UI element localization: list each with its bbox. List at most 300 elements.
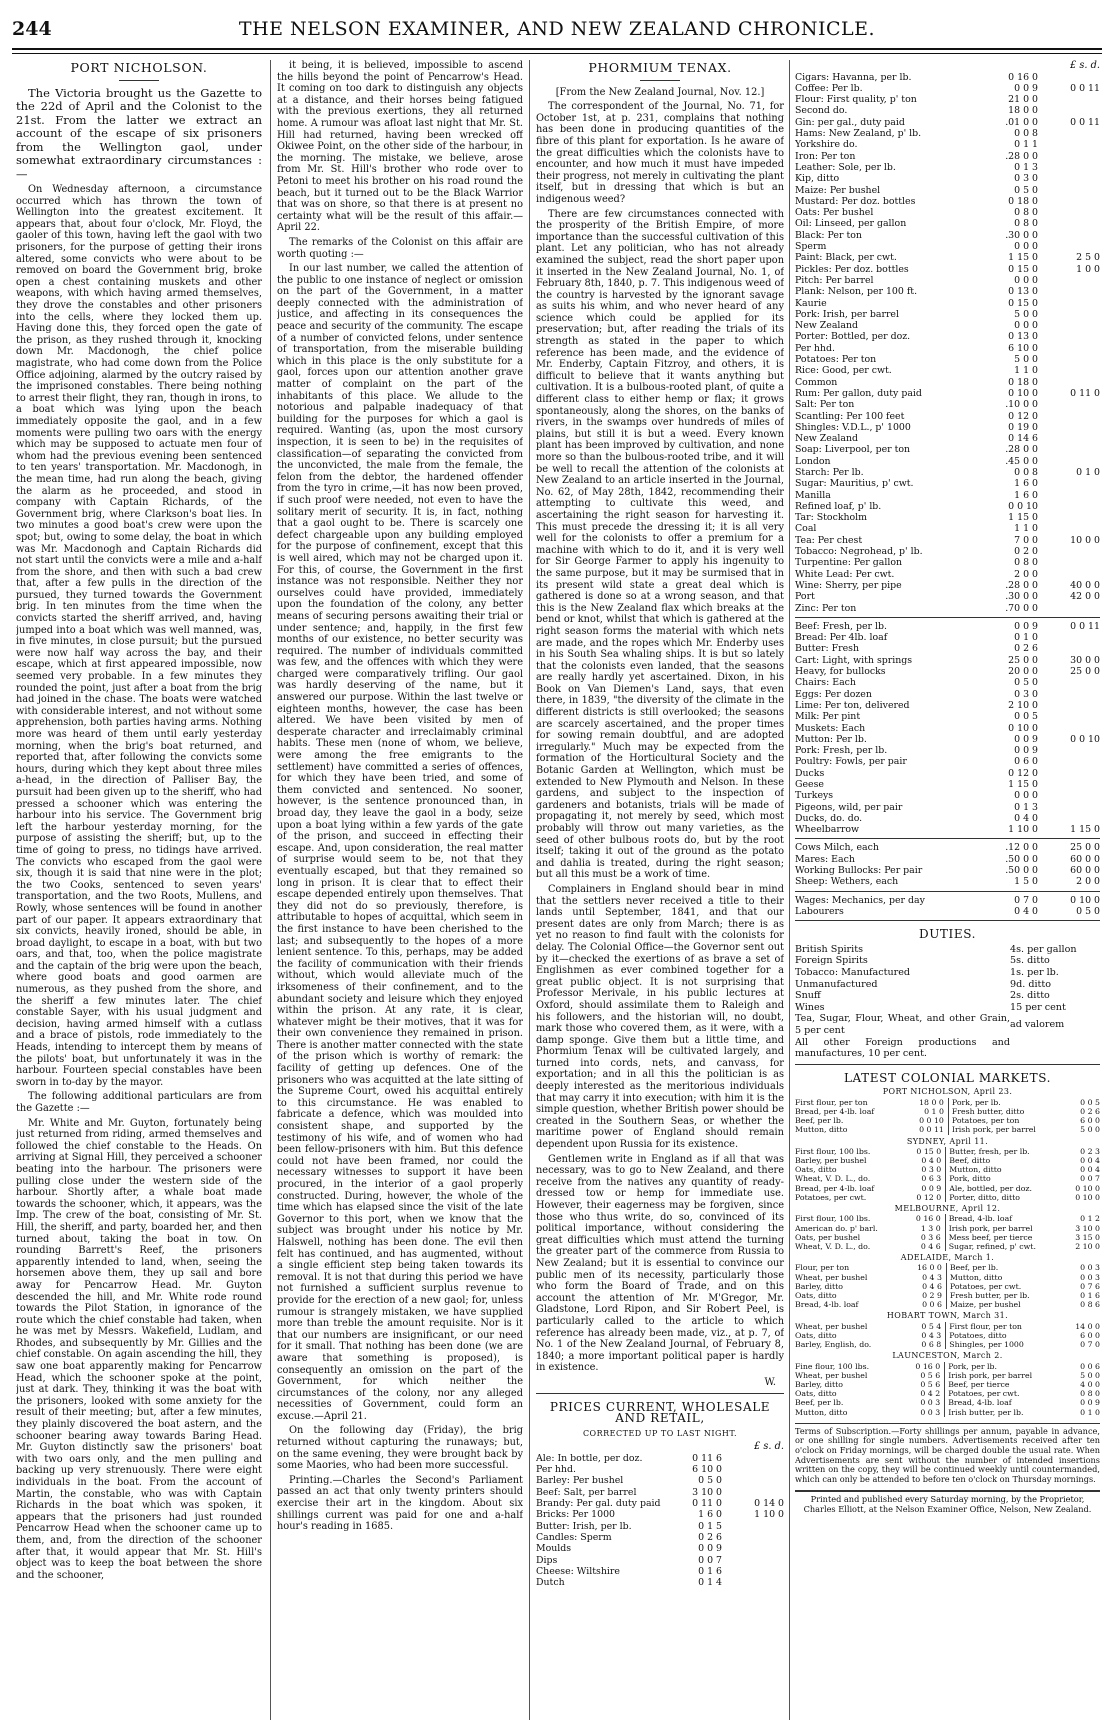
article-paragraph: In our last number, we called the attention of the public to one instance of neglect or omission on the part of the Government, in a matter deeply connected with the administration of justice, and affecting in its consequences the peace and security of the community. The escape of a number of convicted felons, under sentence of transportation, from the miserable building which in this place is the only substitute for a gaol, forces upon our attention another grave matter of complaint on the part of the inhabitants of this place. We allude to the notorious and palpable inadequacy of that building for the purposes for which a gaol is required. Wanting (as, upon the most cursory inspection, it is seen to be) in the requisites of classification—of separating the convicted from the unconvicted, the male from the female, the felon from the debtor, the hardened offender from the tyro in crime,—it has now been proved, if such proof were needed, not even to have the solitary merit of security. It is, in fact, nothing that a gaol ought to be. There is scarcely one defect chargeable upon any building employed for the purpose of confinement, except that this is well aired, which may not be charged upon it. For this, of course, the Government in the first instance was not responsible. Neither they nor ourselves could have provided, immediately upon the foundation of the colony, any better means of securing persons awaiting their trial or under sentence; and, happily, in the first few months of our existence, no better security was required. The number of individuals committed was few, and the offences with which they were charged were comparatively trifling. Our gaol was hardly deserving of the name, but it answered our purpose. Within the last twelve or eighteen months, however, the case has been altered. We have been visited by men of desperate character and irreclaimably criminal habits. These men (none of whom, we believe, were among the free emigrants to the settlement) have committed a series of offences, for which they have been tried, and some of them convicted and sentenced. No sooner, however, is the sentence pronounced than, in broad day, they leave the gaol in a body, seize upon a boat lying within a few yards of the gate of the prison, and succeed in effecting their escape. And, upon consideration, the real matter of surprise would seem to be, not that they eventually escaped, but that they remained so long in prison. It is clear that to effect their escape depended entirely upon themselves. That they did not do so previously, therefore, is attributable to hopes of acquittal, which seem in the first instance to have been cherished to the last; and subsequently to the hopes of a more lenient sentence. To this, perhaps, may be added the facility of communication with their friends without, which would alleviate much of the irksomeness of their confinement, and to the abundant society and leisure which they enjoyed within the prison. At any rate, it is clear, whatever might be their motives, that it was for their own convenience they remained in prison. There is another matter connected with the state of the prison which is worthy of remark: the facility of getting up defences. One of the prisoners who was acquitted at the late sitting of the Supreme Court, owed his acquittal entirely to this circumstance. He was enabled to fabricate a defence, which was moulded into consistent shape, and supported by the testimony of his wife, and of women who had been fellow-prisoners with him. But this defence could not have been framed, nor could the necessary witnesses to support it have been procured, in the interior of a gaol properly constructed. During, however, the whole of the time which has elapsed since the visit of the late Governor to this port, when we know that the subject was brought under his notice by Mr. Halswell, nothing has been done. The evil then felt has continued, and has augmented, without a single efficient step being taken towards its removal. It is not that during this period we have not furnished a sufficient surplus revenue to provide for the erection of a new gaol; for, unless rumour is strangely mistaken, we have supplied more than treble the amount requisite. Nor is it that our numbers are insignificant, or our need for it small. That nothing has been done (we are aware that something is proposed), is consequently an omission on the part of the Government, for which neither the circumstances of the colony, nor any alleged necessities of Government, could form an excuse.—April 21. xyxy=(277,263,523,1422)
prices-table xyxy=(536,1453,784,1589)
table-rule xyxy=(795,920,1100,921)
price-item: Cheese: Wiltshire xyxy=(536,1565,620,1577)
price-row xyxy=(795,241,1100,252)
price-item: Tea: Per chest xyxy=(795,534,863,546)
duty-item: Tobacco: Manufactured xyxy=(795,967,911,979)
duty-row xyxy=(795,990,1100,1002)
price-low: .01 0 0 xyxy=(1005,116,1038,128)
market-item: Porter, ditto, ditto xyxy=(949,1192,1020,1202)
price-item: Manilla xyxy=(795,489,831,501)
price-item: Mares: Each xyxy=(795,853,855,865)
price-item: Bread: Per 4lb. loaf xyxy=(795,632,888,644)
price-row xyxy=(536,1453,784,1464)
duty-row xyxy=(795,979,1100,991)
market-item: Barley, per bushel xyxy=(795,1156,867,1165)
price-item: White Lead: Per cwt. xyxy=(795,568,895,580)
market-row xyxy=(795,1174,1100,1183)
price-item: Oats: Per bushel xyxy=(795,207,874,219)
price-row xyxy=(536,1487,784,1498)
market-price: 0 0 3 xyxy=(1080,1272,1100,1282)
price-low: .12 0 0 xyxy=(1005,842,1038,854)
market-row xyxy=(795,1380,1100,1389)
price-low: 0 5 0 xyxy=(698,1475,722,1487)
subscription-terms: Terms of Subscription.—Forty shillings per annum, payable in advance, or one shilling for single numbers. Advertisements received after ten o'clock on Friday mornings, will be charged double the usual rate. When Advertisements are sent without the number of intended insertions written on the copy, they will be continued weekly until countermanded, which can only be attended to before ten o'clock on Thursday mornings. xyxy=(795,1423,1100,1485)
price-low: .28 0 0 xyxy=(1005,444,1038,456)
duty-item: All other Foreign productions and manufactures, 10 per cent. xyxy=(795,1036,1010,1060)
market-row xyxy=(795,1193,1100,1202)
price-high xyxy=(1038,689,1100,700)
price-row xyxy=(795,854,1100,865)
market-row xyxy=(795,1233,1100,1242)
price-item: New Zealand xyxy=(795,433,859,445)
duty-rate: 9d. ditto xyxy=(1010,978,1052,990)
price-high: 0 1 0 xyxy=(1076,466,1100,478)
table-rule xyxy=(795,838,1100,839)
price-item: Refined loaf, p' lb. xyxy=(795,500,882,512)
price-low: 25 0 0 xyxy=(1008,654,1038,666)
market-row xyxy=(795,1322,1100,1331)
price-low: 0 7 0 xyxy=(1014,894,1038,906)
price-item: Per hhd. xyxy=(536,1464,576,1476)
price-low: 1 10 0 xyxy=(1008,824,1038,836)
article-paragraph: Printing.—Charles the Second's Parliament passed an act that only twenty printers should exercise their art in the kingdom. About six shillings current was paid for one and a-half hour's reading in 1685. xyxy=(277,1474,523,1533)
price-low: 0 18 0 xyxy=(1008,195,1038,207)
market-price: 0 3 6 xyxy=(906,1233,945,1242)
price-item: Lime: Per ton, delivered xyxy=(795,699,910,711)
price-low: 0 1 1 xyxy=(1014,139,1038,151)
heading-rule xyxy=(119,80,159,81)
market-row xyxy=(795,1156,1100,1165)
price-item: Port xyxy=(795,591,815,603)
article-paragraph: The correspondent of the Journal, No. 71, for October 1st, at p. 231, complains that nothing has been done in producing quantities of the fibre of this plant for exportation. Is he aware of the great difficulties which the colonists have to encounter, and how much it must have impeded their progress, not merely in cultivating the plant itself, but in dressing that which is but an indigenous weed? xyxy=(536,101,784,205)
price-high xyxy=(1038,207,1100,218)
duties-heading: DUTIES. xyxy=(918,927,977,942)
price-low: 0 1 4 xyxy=(698,1577,722,1589)
price-low: 0 14 6 xyxy=(1008,433,1038,445)
market-item: Bread, per 4-lb. loaf xyxy=(795,1106,875,1116)
price-high xyxy=(1038,677,1100,688)
market-price: 6 0 0 xyxy=(1080,1116,1100,1126)
price-item: Plank: Nelson, per 100 ft. xyxy=(795,286,918,298)
market-price: 0 8 0 xyxy=(1080,1389,1100,1399)
price-row xyxy=(795,365,1100,376)
market-price: 0 3 0 xyxy=(905,1165,946,1174)
price-row xyxy=(795,298,1100,309)
price-high: 1 0 0 xyxy=(1076,263,1100,275)
price-high xyxy=(1038,745,1100,756)
article-heading-phormium: PHORMIUM TENAX. xyxy=(588,60,732,75)
price-high xyxy=(1038,173,1100,184)
price-item: Coffee: Per lb. xyxy=(795,82,863,94)
price-low: 0 15 0 xyxy=(1008,263,1038,275)
market-item: Potatoes, per cwt. xyxy=(949,1281,1022,1291)
market-row xyxy=(795,1263,1100,1272)
price-item: Turkeys xyxy=(795,790,834,802)
duty-item: Snuff xyxy=(795,990,821,1002)
price-high xyxy=(1038,298,1100,309)
article-paragraph: Gentlemen write in England as if all that was necessary, was to go to New Zealand, and there receive from the natives any quantity of ready-dressed tow or hemp for immediate use. However, their eagerness may be forgiven, since those who thus write, do so, convinced of its political importance, without considering the great difficulties which must attend the turning the greater part of the commerce from Russia to New Zealand; but it is essential to convince our public men of its necessity, particularly those who form the Board of Trade, and on this account the attention of Mr. M'Gregor, Mr. Gladstone, Lord Ripon, and Sir Robert Peel, is particularly called to the article to which reference has already been made, viz., at p. 7, of No. 1 of the New Zealand Journal, of February 8, 1840; a more important political paper is hardly in existence. xyxy=(536,1153,784,1374)
masthead xyxy=(12,18,1102,44)
price-low: 0 0 10 xyxy=(1008,500,1038,512)
price-high xyxy=(1038,94,1100,105)
price-high: 2 5 0 xyxy=(1076,252,1100,264)
price-low: 0 18 0 xyxy=(1008,376,1038,388)
markets-section xyxy=(795,1087,1100,1416)
price-row xyxy=(795,535,1100,546)
article-paragraph: The following additional particulars are from the Gazette :— xyxy=(16,1091,262,1114)
price-low: 0 0 0 xyxy=(1014,241,1038,253)
market-price: 0 7 6 xyxy=(1080,1281,1100,1291)
market-item: Beef, per lb. xyxy=(795,1398,844,1408)
price-high xyxy=(1038,377,1100,388)
market-item: Mutton, ditto xyxy=(795,1125,848,1135)
price-row xyxy=(536,1543,784,1554)
market-row xyxy=(795,1107,1100,1116)
price-high xyxy=(1038,218,1100,229)
price-item: Sheep: Wethers, each xyxy=(795,876,899,888)
market-item: Mutton, ditto xyxy=(795,1407,848,1417)
price-low: 1 15 0 xyxy=(1008,252,1038,264)
price-high: 0 14 0 xyxy=(754,1498,784,1510)
market-item: Oats, per bushel xyxy=(795,1232,861,1242)
price-high xyxy=(722,1532,784,1543)
price-row xyxy=(795,478,1100,489)
price-high: 2 0 0 xyxy=(1076,876,1100,888)
price-low: 0 12 0 xyxy=(1008,767,1038,779)
market-price: 6 0 0 xyxy=(1080,1330,1100,1340)
price-low: 0 11 6 xyxy=(692,1452,722,1464)
price-low: .70 0 0 xyxy=(1005,602,1038,614)
price-row xyxy=(795,655,1100,666)
price-row xyxy=(795,275,1100,286)
price-high: 60 0 0 xyxy=(1070,865,1100,877)
price-row xyxy=(795,700,1100,711)
price-high xyxy=(1038,523,1100,534)
market-item: First flour, per ton xyxy=(949,1321,1022,1331)
price-high xyxy=(1038,230,1100,241)
market-city: ADELAIDE, March 1. xyxy=(900,1253,995,1263)
price-item: Dips xyxy=(536,1554,558,1566)
price-row xyxy=(795,632,1100,643)
market-price: 0 1 2 xyxy=(1080,1214,1100,1224)
price-item: Tobacco: Negrohead, p' lb. xyxy=(795,546,923,558)
price-row xyxy=(795,580,1100,591)
market-city: HOBART TOWN, March 31. xyxy=(886,1311,1009,1321)
price-high xyxy=(1038,546,1100,557)
market-price: 0 4 3 xyxy=(903,1273,947,1282)
price-low: 0 0 9 xyxy=(698,1543,722,1555)
section-rule xyxy=(536,1393,784,1394)
price-high: 1 10 0 xyxy=(754,1509,784,1521)
market-item: Maize, per bushel xyxy=(949,1300,1021,1310)
price-high xyxy=(1038,756,1100,767)
price-high xyxy=(1038,365,1100,376)
price-item: Geese xyxy=(795,779,824,790)
price-low: 20 0 0 xyxy=(1008,666,1038,678)
price-high xyxy=(1038,399,1100,410)
price-item: Iron: Per ton xyxy=(795,150,856,162)
market-price: 0 5 6 xyxy=(902,1380,944,1389)
price-item: Butter: Irish, per lb. xyxy=(536,1520,632,1532)
price-item: Gin: per gal., duty paid xyxy=(795,116,905,128)
article-paragraph: The remarks of the Colonist on this affair are worth quoting :— xyxy=(277,236,523,260)
price-high xyxy=(1038,151,1100,162)
price-row xyxy=(795,824,1100,835)
price-row xyxy=(795,83,1100,94)
markets-heading: LATEST COLONIAL MARKETS. xyxy=(843,1070,1052,1085)
price-row xyxy=(795,456,1100,467)
price-row xyxy=(795,523,1100,534)
market-price: 5 0 0 xyxy=(1080,1370,1100,1380)
duty-item: Tea, Sugar, Flour, Wheat, and other Grain, 5 per cent xyxy=(795,1013,1010,1037)
price-low: 0 4 0 xyxy=(1014,812,1038,824)
duty-rate: 4s. per gallon xyxy=(1010,943,1077,955)
price-item: Pitch: Per barrel xyxy=(795,274,874,286)
price-row xyxy=(795,768,1100,779)
price-item: Sperm xyxy=(795,241,827,253)
market-price: 0 5 6 xyxy=(902,1371,944,1380)
article-paragraph: Mr. White and Mr. Guyton, fortunately being just returned from riding, armed themselves and followed the chief constable to the Heads. On arriving at Signal Hill, they perceived a schooner beating into the harbour. The prisoners were pulling close under the western side of the harbour. Shortly after, a whale boat made towards the schooner, which, it appears, was the Imp. The crew of the boat, consisting of Mr. St. Hill, the sheriff, and party, boarded her, and then turned about, taking the boat in tow. On rounding Barrett's Reef, the prisoners apparently intended to land, when, seeing the horsemen above them, they up sail and bore away for Pencarrow Head. Mr. Guyton descended the hill, and Mr. White rode round towards the Pilot Station, in ignorance of the route which the chief constable had taken, when he was met by Messrs. Wakefield, Ludlam, and Rhodes, and subsequently by Mr. Gillies and the chief constable. On again ascending the hill, they saw one boat apparently making for Pencarrow Head, which the schooner spoke at the point, just at dark. They, thinking it was the boat with the prisoners, looked with some anxiety for the result of their meeting; but, after a few minutes, they plainly discovered the boat astern, and the schooner bearing away towards Baring Head. Mr. Guyton distinctly saw the prisoners' boat with two oars only, and the men pulling and backing up very strenuously. There were eight individuals in the boat. From the account of Martin, the constable, who was with Captain Richards in the boat which was spoken, it appears that the prisoners had just rounded Pencarrow Head when the schooner came up to them, and, from the direction of the schooner after that, it would appear that Mr. St. Hill's object was to keep the boat between the shore and the schooner, xyxy=(16,1117,262,1581)
market-item: Pork, per lb. xyxy=(951,1097,1001,1107)
price-low: 0 10 0 xyxy=(1008,387,1038,399)
price-low: 5 0 0 xyxy=(1014,308,1038,320)
price-low: 0 19 0 xyxy=(1008,421,1038,433)
price-high: 0 5 0 xyxy=(1076,905,1100,917)
market-price: 0 0 4 xyxy=(1080,1165,1100,1175)
price-low: 0 0 8 xyxy=(1014,466,1038,478)
price-item: Eggs: Per dozen xyxy=(795,688,872,700)
market-price: 5 0 0 xyxy=(1080,1125,1100,1135)
price-low: 0 0 7 xyxy=(698,1554,722,1566)
market-price: 0 7 0 xyxy=(1080,1340,1100,1350)
price-low: 0 8 0 xyxy=(1014,557,1038,569)
duty-row xyxy=(795,955,1100,967)
market-price: 0 1 6 xyxy=(1080,1291,1100,1301)
price-item: Turpentine: Per gallon xyxy=(795,557,903,569)
market-row xyxy=(795,1224,1100,1233)
price-low: 21 0 0 xyxy=(1008,94,1038,106)
price-row xyxy=(536,1532,784,1543)
wages-table xyxy=(795,895,1100,918)
market-price: 0 16 0 xyxy=(906,1214,945,1223)
price-item: Coal xyxy=(795,523,817,535)
price-row xyxy=(536,1555,784,1566)
market-price: 0 1 0 xyxy=(907,1107,948,1116)
market-item: Oats, ditto xyxy=(795,1165,837,1175)
price-low: 2 0 0 xyxy=(1014,568,1038,580)
market-row xyxy=(795,1242,1100,1251)
market-price: 0 0 11 xyxy=(907,1125,948,1134)
price-low: .30 0 0 xyxy=(1005,229,1038,241)
price-row xyxy=(795,467,1100,478)
price-item: Beef: Salt, per barrel xyxy=(536,1486,637,1498)
price-item: Butter: Fresh xyxy=(795,643,860,655)
prices-table xyxy=(795,842,1100,887)
price-row xyxy=(795,876,1100,887)
market-price: 0 0 6 xyxy=(1080,1361,1100,1371)
price-high xyxy=(1038,196,1100,207)
price-high xyxy=(1038,723,1100,734)
price-high xyxy=(722,1464,784,1475)
market-row xyxy=(795,1389,1100,1398)
price-low: .10 0 0 xyxy=(1005,399,1038,411)
market-price: 0 10 0 xyxy=(1075,1192,1100,1202)
currency-header: £ s. d. xyxy=(1070,60,1100,71)
market-item: Bread, 4-lb. loaf xyxy=(948,1398,1012,1408)
market-item: Irish butter, per lb. xyxy=(948,1407,1024,1417)
price-low: 1 6 0 xyxy=(1014,478,1038,490)
price-row xyxy=(795,252,1100,263)
masthead-rule xyxy=(12,48,1102,50)
price-row xyxy=(795,643,1100,654)
price-low: 0 0 0 xyxy=(1014,320,1038,332)
price-high xyxy=(1038,241,1100,252)
price-high xyxy=(1038,444,1100,455)
price-row xyxy=(795,343,1100,354)
duty-rate: ad valorem xyxy=(1010,1019,1065,1031)
market-item: Barley, English, do. xyxy=(795,1340,872,1350)
market-price: 0 15 0 xyxy=(905,1147,946,1156)
market-price: 0 0 5 xyxy=(1080,1097,1100,1107)
market-price: 0 4 2 xyxy=(902,1389,944,1398)
market-price: 18 0 0 xyxy=(907,1098,948,1107)
price-high xyxy=(1038,331,1100,342)
market-item: Irish pork, per barrel xyxy=(948,1223,1033,1233)
price-item: Porter: Bottled, per doz. xyxy=(795,331,911,343)
price-high: 0 10 0 xyxy=(1070,894,1100,906)
price-row xyxy=(795,756,1100,767)
price-high: 42 0 0 xyxy=(1070,591,1100,603)
price-low: 0 6 0 xyxy=(1014,756,1038,768)
price-high: 25 0 0 xyxy=(1070,666,1100,678)
price-low: 0 8 0 xyxy=(1014,218,1038,230)
duty-row xyxy=(795,1037,1100,1060)
newspaper-title: THE NELSON EXAMINER, AND NEW ZEALAND CHRONICLE. xyxy=(238,18,876,40)
price-low: 0 0 9 xyxy=(1014,745,1038,757)
market-item: Beef, per lb. xyxy=(949,1263,999,1273)
market-item: Irish pork, per barrel xyxy=(948,1370,1033,1380)
price-item: Scantling: Per 100 feet xyxy=(795,410,905,422)
market-city: SYDNEY, April 11. xyxy=(906,1136,989,1146)
price-row xyxy=(795,779,1100,790)
heading-rule xyxy=(640,80,680,81)
price-high xyxy=(1038,501,1100,512)
price-item: Cows Milch, each xyxy=(795,842,879,854)
market-price: 0 4 0 xyxy=(905,1156,946,1165)
price-row xyxy=(795,813,1100,824)
article-paragraph: On Wednesday afternoon, a circumstance occurred which has thrown the town of Wellington into the greatest excitement. It appears that, about four o'clock, Mr. Floyd, the gaoler of this town, having left the gaol with two prisoners, for the purpose of getting their irons altered, some convicts who were about to be removed on board the Government brig, broke open a chest containing muskets and other weapons, with which having armed themselves, they drove the constables and other prisoners into the cells, where they locked them up. Having done this, they forced open the gate of the prison, as they rushed through it, knocking down Mr. Macdonogh, the chief police magistrate, who had come down from the Police Office adjoining, alarmed by the outcry raised by the imprisoned constables. There being nothing to arrest their flight, they ran, though in irons, to a boat which was lying upon the beach immediately opposite the gaol, and in a few moments were pulling two oars with the energy which may be supposed to actuate men four of whom had the previous evening been sentenced to ten years' transportation. Mr. Macdonogh, in the mean time, had run along the beach, giving the alarm as he proceeded, and stood in company with Captain Richards, of the Government brig, where Clarkson's boat lies. In two minutes a good boat's crew were upon the spot; but, owing to some delay, the boat in which was Mr. Macdonogh and Captain Richards did not start until the convicts were a mile and a-half from the shore, and then with such a bad crew that, after a few pulls in the direction of the pursued, they turned towards the Government brig. In ten minutes from the time when the convicts started the sheriff arrived, and, having jumped into a boat which was well manned, was, in five minutes, in close pursuit; but the pursued were now half way across the bay, and their escape, which at first appeared impossible, now seemed very probable. In a few minutes they rounded the point, just after a boat from the brig had joined in the chase. The boats were watched with considerable interest, and not without some apprehension, both parties having arms. Nothing more was heard of them until early yesterday morning, when the brig's boat returned, and reported that, after following the convicts some hours, during which they kept about three miles a-head, in the direction of Palliser Bay, the pursuit had been given up to the sheriff, who had pressed a schooner which was entering the harbour into his service. The Government brig left the harbour yesterday morning, for the purpose of assisting the sheriff; but, up to the time of going to press, no tidings have arrived. The convicts who escaped from the gaol were six, though it is said that nine were in the plot; the two Cooks, sentenced to seven years' transportation, and the two Roots, Mullens, and Rowly, whose sentences will be found in another part of our paper. It appears extraordinary that six convicts, heavily ironed, should be able, in broad daylight, to escape in a boat, with but two oars, and that, too, when the police magistrate and the captain of the brig were upon the beach, where good boats and good oarmen are numerous, as they pushed from the shore, and the sheriff a few minutes later. The chief constable Sayer, with his usual judgment and decision, having armed himself with a cutlass and a brace of pistols, rode immediately to the Heads, intending to intercept them by means of the pilots' boat, but unfortunately it was in the harbour. Fourteen special constables have been sworn in to-day by the mayor. xyxy=(16,184,262,1088)
price-high xyxy=(1038,320,1100,331)
market-item: Ale, bottled, per doz. xyxy=(949,1183,1033,1193)
price-high xyxy=(1038,286,1100,297)
column-1 xyxy=(16,60,262,1720)
price-item: Shingles: V.D.L., p' 1000 xyxy=(795,421,911,433)
column-4 xyxy=(795,60,1100,1720)
price-row xyxy=(536,1464,784,1475)
prices-heading: PRICES CURRENT, WHOLESALE AND RETAIL, xyxy=(549,1399,771,1426)
price-row xyxy=(795,320,1100,331)
price-low: 0 5 0 xyxy=(1014,184,1038,196)
price-row xyxy=(795,444,1100,455)
price-row xyxy=(795,309,1100,320)
price-item: Moulds xyxy=(536,1543,572,1555)
market-row xyxy=(795,1282,1100,1291)
price-item: Chairs: Each xyxy=(795,677,856,689)
price-row xyxy=(795,865,1100,876)
price-item: Dutch xyxy=(536,1577,565,1589)
prices-table xyxy=(795,72,1100,614)
market-price: 16 0 0 xyxy=(903,1263,947,1272)
price-low: .30 0 0 xyxy=(1005,591,1038,603)
duty-row xyxy=(795,967,1100,979)
price-row xyxy=(536,1475,784,1486)
price-high: 0 0 10 xyxy=(1070,733,1100,745)
price-low: 0 2 6 xyxy=(1014,643,1038,655)
price-low: 1 1 0 xyxy=(1014,365,1038,377)
market-item: Beef, per lb. xyxy=(795,1116,844,1126)
price-row xyxy=(795,388,1100,399)
market-price: 0 0 9 xyxy=(905,1184,946,1193)
market-table xyxy=(795,1263,1100,1309)
price-item: Bricks: Per 1000 xyxy=(536,1509,616,1521)
market-item: Shingles, per 1000 xyxy=(949,1340,1024,1350)
price-high xyxy=(1038,139,1100,150)
market-table xyxy=(795,1322,1100,1350)
price-item: Salt: Per ton xyxy=(795,399,855,411)
price-high xyxy=(722,1555,784,1566)
duty-item: Foreign Spirits xyxy=(795,955,868,967)
price-item: Wages: Mechanics, per day xyxy=(795,894,925,906)
market-price: 0 4 6 xyxy=(903,1282,947,1291)
price-item: Beef: Fresh, per lb. xyxy=(795,620,887,632)
price-low: 1 6 0 xyxy=(1014,489,1038,501)
price-row xyxy=(536,1566,784,1577)
duty-row xyxy=(795,944,1100,956)
price-low: 0 13 0 xyxy=(1008,286,1038,298)
price-high xyxy=(1038,433,1100,444)
market-item: Bread, per 4-lb. loaf xyxy=(795,1183,875,1193)
article-paragraph: On the following day (Friday), the brig returned without capturing the runaways; but, on the same evening, they were brought back by some Maories, who had been more successful. xyxy=(277,1425,523,1472)
market-price: 0 6 8 xyxy=(909,1340,945,1349)
market-item: Wheat, V. D. L., do. xyxy=(795,1241,871,1251)
price-low: 5 0 0 xyxy=(1014,354,1038,366)
price-high xyxy=(1038,275,1100,286)
market-item: Fresh butter, per lb. xyxy=(949,1291,1030,1301)
market-item: Wheat, per bushel xyxy=(795,1370,868,1380)
price-row xyxy=(795,621,1100,632)
market-table xyxy=(795,1214,1100,1251)
market-price: 0 12 0 xyxy=(905,1193,946,1202)
article-source: [From the New Zealand Journal, Nov. 12.] xyxy=(555,86,765,98)
price-row xyxy=(795,422,1100,433)
price-high xyxy=(1038,790,1100,801)
price-item: Labourers xyxy=(795,905,844,917)
market-table xyxy=(795,1098,1100,1135)
price-item: Potatoes: Per ton xyxy=(795,354,877,366)
price-high xyxy=(1038,569,1100,580)
duty-item: Wines xyxy=(795,1001,825,1013)
market-item: Mutton, ditto xyxy=(949,1165,1002,1175)
price-item: Yorkshire do. xyxy=(795,139,858,151)
price-high xyxy=(1038,779,1100,790)
price-low: 0 13 0 xyxy=(1008,331,1038,343)
price-row xyxy=(795,230,1100,241)
market-item: Potatoes, per ton xyxy=(951,1116,1020,1126)
price-low: 0 3 0 xyxy=(1014,173,1038,185)
price-item: Barley: Per bushel xyxy=(536,1475,624,1487)
market-price: 0 0 3 xyxy=(1080,1263,1100,1273)
market-item: Wheat, V. D. L., do. xyxy=(795,1174,871,1184)
